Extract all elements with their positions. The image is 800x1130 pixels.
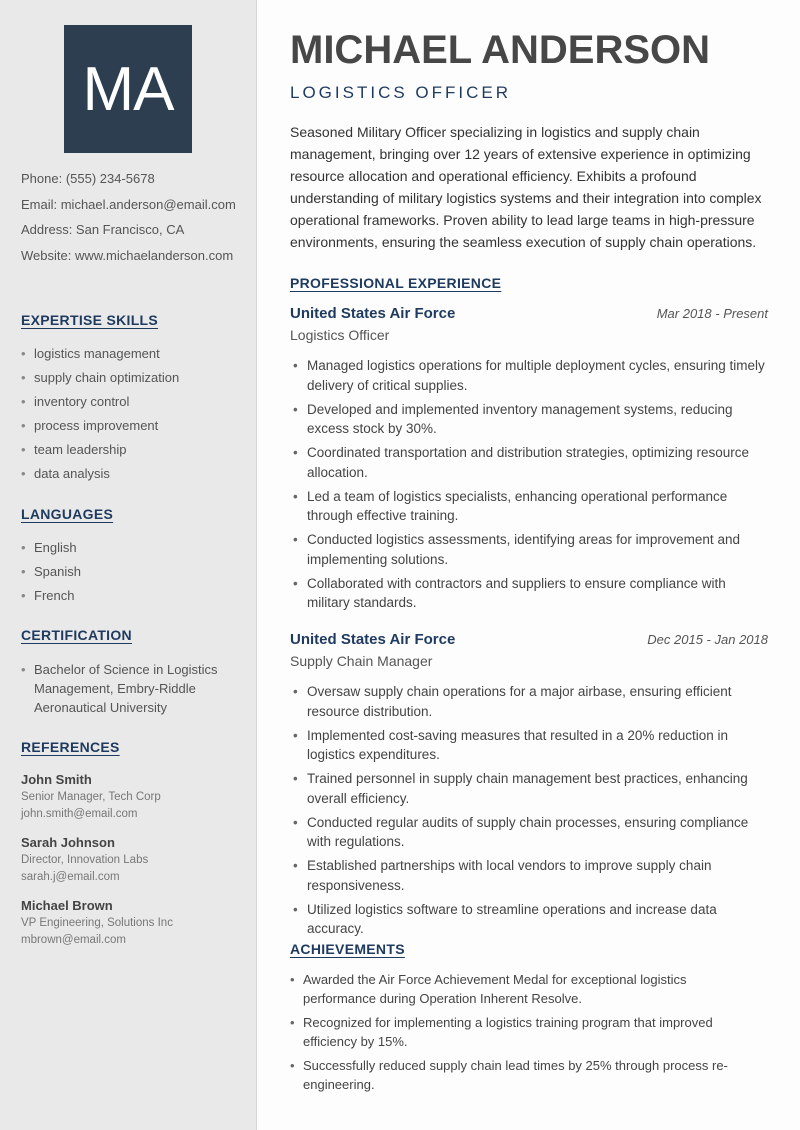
sidebar	[0, 0, 257, 1130]
reference	[21, 835, 148, 888]
skills-list	[21, 346, 179, 490]
list-item: • English	[21, 540, 81, 564]
list-item: • French	[21, 588, 81, 612]
job-dates: Dec 2015 - Jan 2018	[647, 632, 768, 647]
list-item: • Developed and implemented inventory management systems, reducing excess stock by 30%.	[290, 400, 768, 439]
list-item: • Conducted logistics assessments, identifying areas for improvement and implementing solutions.	[290, 530, 768, 569]
monogram-logo: MA	[64, 25, 192, 153]
reference-title: Director, Innovation Labs	[21, 854, 149, 866]
job-entry	[290, 305, 768, 617]
list-item: • Recognized for implementing a logistics training program that improved efficiency by 15%.	[290, 1013, 768, 1051]
job-dates: Mar 2018 - Present	[656, 306, 768, 321]
contact-phone: Phone: (555) 234-5678	[21, 171, 155, 186]
list-item: • Implemented cost-saving measures that resulted in a 20% reduction in logistics expenditures.	[290, 726, 768, 765]
reference-email: sarah.j@email.com	[21, 871, 120, 883]
skills-heading: EXPERTISE SKILLS	[21, 312, 159, 328]
job-bullets	[290, 356, 768, 613]
candidate-name: MICHAEL ANDERSON	[290, 28, 711, 72]
list-item: • Collaborated with contractors and suppliers to ensure compliance with military standards.	[290, 574, 768, 613]
reference-email: john.smith@email.com	[21, 808, 138, 820]
list-item: • team leadership	[21, 442, 179, 466]
achievements-heading: ACHIEVEMENTS	[290, 941, 405, 957]
reference-title: VP Engineering, Solutions Inc	[21, 917, 173, 929]
list-item: • logistics management	[21, 346, 179, 370]
company-name: United States Air Force	[290, 305, 456, 322]
list-item: • Established partnerships with local vendors to improve supply chain responsiveness.	[290, 856, 768, 895]
list-item: • Coordinated transportation and distribution strategies, optimizing resource allocation.	[290, 443, 768, 482]
list-item: • Successfully reduced supply chain lead times by 25% through process re-engineering.	[290, 1056, 768, 1094]
contact-info	[21, 171, 236, 273]
achievements-list	[290, 970, 768, 1099]
list-item: • Utilized logistics software to streamline operations and increase data accuracy.	[290, 900, 768, 939]
experience-heading: PROFESSIONAL EXPERIENCE	[290, 275, 502, 291]
certification-heading: CERTIFICATION	[21, 627, 132, 643]
reference	[21, 898, 173, 951]
list-item: • Spanish	[21, 564, 81, 588]
list-item: • Trained personnel in supply chain management best practices, enhancing overall efficiency.	[290, 769, 768, 808]
job-role: Supply Chain Manager	[290, 653, 433, 669]
list-item: • supply chain optimization	[21, 370, 179, 394]
list-item: • Led a team of logistics specialists, enhancing operational performance through effective training.	[290, 487, 768, 526]
reference-title: Senior Manager, Tech Corp	[21, 791, 161, 803]
certification-item: • Bachelor of Science in Logistics Management, Embry-Riddle Aeronautical University	[21, 660, 241, 717]
contact-address: Address: San Francisco, CA	[21, 222, 185, 237]
contact-email: Email: michael.anderson@email.com	[21, 196, 236, 212]
references-heading: REFERENCES	[21, 739, 120, 755]
job-bullets	[290, 682, 768, 939]
list-item: • inventory control	[21, 394, 179, 418]
list-item: • Conducted regular audits of supply chain processes, ensuring compliance with regulations.	[290, 813, 768, 852]
job-entry	[290, 631, 768, 943]
reference-email: mbrown@email.com	[21, 934, 126, 946]
job-role: Logistics Officer	[290, 327, 390, 343]
job-title: LOGISTICS OFFICER	[290, 83, 512, 102]
reference-name: Sarah Johnson	[21, 835, 115, 850]
languages-heading: LANGUAGES	[21, 506, 114, 522]
company-name: United States Air Force	[290, 631, 456, 648]
summary: Seasoned Military Officer specializing in logistics and supply chain management, bringing over 12 years of extensive experience in optimizing resource allocation and operational efficiency. Exhibits a profound understanding of military logistics systems and their integration into complex operational frameworks. Proven ability to lead large teams in high-pressure environments, ensuring the seamless execution of supply chain operations.	[290, 124, 762, 250]
reference-name: John Smith	[21, 772, 92, 787]
reference-name: Michael Brown	[21, 898, 113, 913]
list-item: • process improvement	[21, 418, 179, 442]
list-item: • Awarded the Air Force Achievement Medal for exceptional logistics performance during Operation Inherent Resolve.	[290, 970, 768, 1008]
reference	[21, 772, 161, 825]
languages-list	[21, 540, 81, 612]
list-item: • Managed logistics operations for multiple deployment cycles, ensuring timely delivery of critical supplies.	[290, 356, 768, 395]
contact-website: Website: www.michaelanderson.com	[21, 247, 234, 263]
list-item: • data analysis	[21, 466, 179, 490]
list-item: • Oversaw supply chain operations for a major airbase, ensuring efficient resource distribution.	[290, 682, 768, 721]
